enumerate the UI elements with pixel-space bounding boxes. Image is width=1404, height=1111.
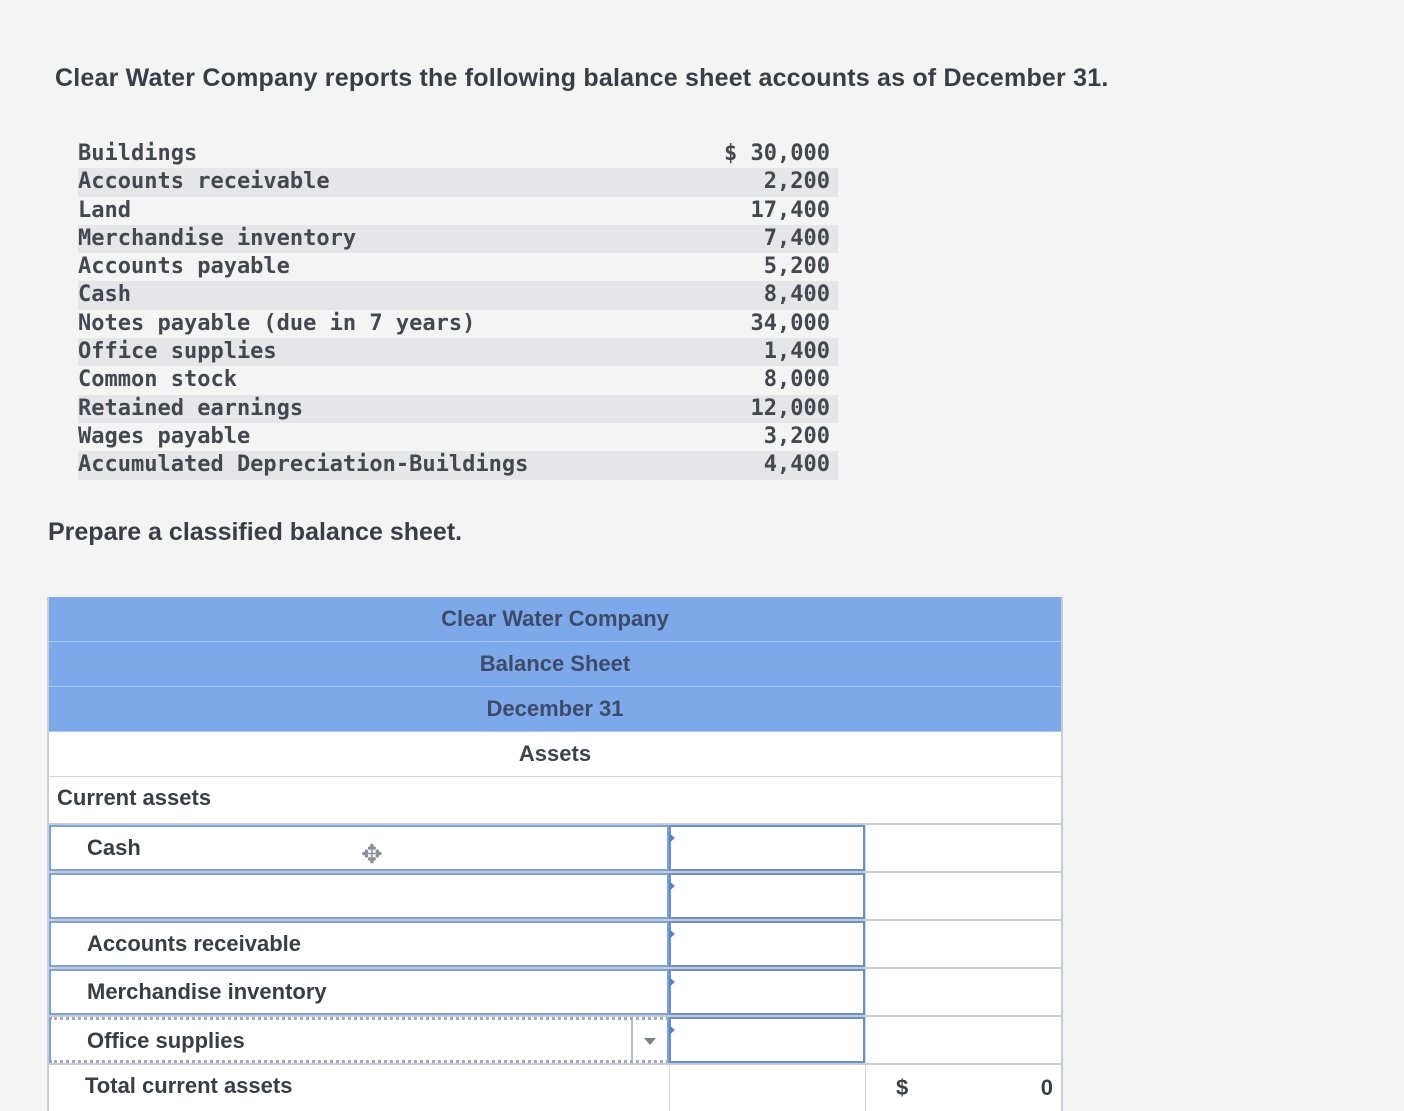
line-item-label-input[interactable]: Merchandise inventory (49, 969, 669, 1015)
amount-input[interactable] (669, 1017, 865, 1063)
total-column-cell (865, 969, 1061, 1015)
line-item-label: Office supplies (87, 1028, 245, 1053)
total-column-cell (865, 921, 1061, 967)
account-row (78, 253, 838, 281)
account-amount: 1,400 (763, 339, 830, 365)
account-name: Land (78, 197, 131, 223)
account-name: Merchandise inventory (78, 225, 357, 251)
account-name: Office supplies (78, 339, 277, 365)
move-cursor-icon: ✥ (361, 839, 383, 869)
line-item-label-select[interactable] (49, 1017, 669, 1063)
account-amount: 17,400 (750, 197, 830, 223)
category-label: Current assets (57, 785, 212, 810)
sheet-title: Balance Sheet (49, 642, 1061, 687)
account-name: Cash (78, 282, 131, 308)
total-value-cell (865, 1065, 1061, 1111)
account-name: Common stock (78, 367, 237, 393)
line-item-label-input[interactable] (49, 873, 669, 919)
line-item-label-input[interactable]: Accounts receivable (49, 921, 669, 967)
account-name: Accounts receivable (78, 169, 330, 195)
account-row (78, 395, 838, 423)
account-amount: 8,400 (763, 282, 830, 308)
sheet-company-name: Clear Water Company (49, 597, 1061, 642)
account-amount: 34,000 (750, 310, 830, 336)
line-item-row (49, 873, 1061, 921)
account-row (78, 281, 838, 309)
account-name: Wages payable (78, 423, 251, 449)
total-amount-spacer (669, 1065, 865, 1111)
line-item-row (49, 1017, 1061, 1065)
account-name: Notes payable (due in 7 years) (78, 310, 476, 336)
currency-symbol: $ (896, 1075, 909, 1100)
sheet-date: December 31 (49, 687, 1061, 732)
account-row (78, 225, 838, 253)
line-item-label-input[interactable] (49, 825, 669, 871)
account-name: Buildings (78, 141, 198, 166)
account-amount: 7,400 (763, 225, 830, 251)
account-amount: 5,200 (763, 254, 830, 280)
amount-input[interactable] (669, 825, 865, 871)
account-amount: 2,200 (763, 169, 830, 195)
account-row (78, 197, 838, 225)
total-column-cell (865, 873, 1061, 919)
account-name: Retained earnings (78, 395, 304, 421)
amount-input[interactable] (669, 969, 865, 1015)
account-row (78, 338, 838, 366)
amount-input[interactable] (669, 873, 865, 919)
account-row (78, 366, 838, 394)
account-row (78, 310, 838, 338)
account-amount: 4,400 (763, 452, 830, 478)
category-row (49, 777, 1061, 825)
account-amount: 3,200 (763, 423, 830, 449)
line-item-label: Cash (87, 835, 141, 860)
account-row (78, 140, 838, 168)
account-name: Accounts payable (78, 254, 290, 280)
account-amount: $ 30,000 (724, 141, 830, 166)
account-row (78, 168, 838, 196)
problem-prompt: Prepare a classified balance sheet. (48, 518, 463, 546)
line-item-row (49, 825, 1061, 873)
account-name: Accumulated Depreciation-Buildings (78, 452, 529, 478)
account-amount: 12,000 (750, 395, 830, 421)
accounts-list (78, 140, 838, 480)
total-column-cell (865, 825, 1061, 871)
total-row (49, 1065, 1061, 1111)
account-amount: 8,000 (763, 367, 830, 393)
total-column-cell (865, 1017, 1061, 1063)
account-row (78, 423, 838, 451)
total-label: Total current assets (85, 1073, 293, 1098)
line-item-row (49, 969, 1061, 1017)
account-row (78, 451, 838, 479)
line-item-row (49, 921, 1061, 969)
problem-intro: Clear Water Company reports the following balance sheet accounts as of December 31. (55, 64, 1109, 92)
amount-input[interactable] (669, 921, 865, 967)
total-current-assets-value: 0 (1040, 1075, 1053, 1100)
section-heading-assets: Assets (49, 732, 1061, 777)
balance-sheet-form (47, 597, 1063, 1111)
chevron-down-icon[interactable] (631, 1020, 667, 1060)
